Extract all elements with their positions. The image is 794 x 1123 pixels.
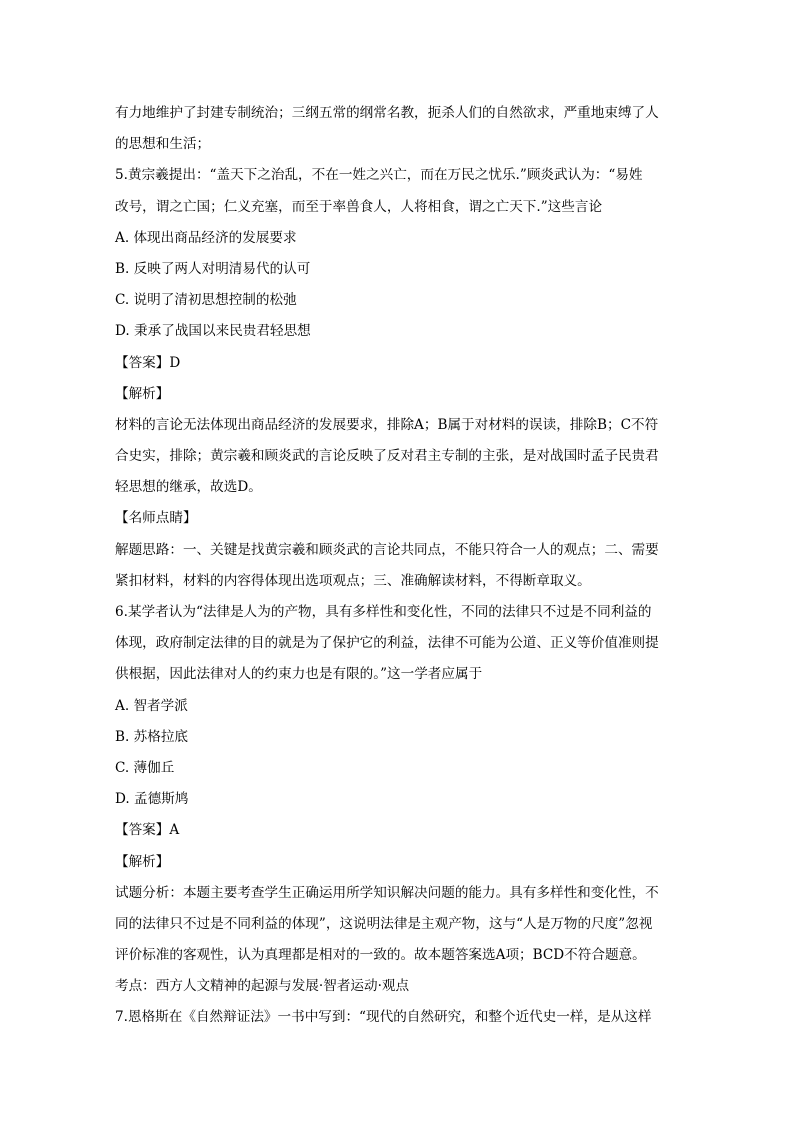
question-5-stem: 改号，谓之亡国；仁义充塞，而至于率兽食人，人将相食，谓之亡天下.”这些言论 <box>115 198 603 215</box>
analysis-text: 合史实，排除；黄宗羲和顾炎武的言论反映了反对君主专制的主张，是对战国时孟子民贵君 <box>115 448 659 465</box>
question-6-option-a: A. 智者学派 <box>115 697 188 714</box>
analysis-heading: 【解析】 <box>115 853 170 870</box>
question-5-stem: 5.黄宗羲提出：“盖天下之治乱，不在一姓之兴亡，而在万民之忧乐.”顾炎武认为：“易姓 <box>115 167 643 184</box>
question-6-option-d: D. 孟德斯鸠 <box>115 791 189 808</box>
question-6-stem: 体现，政府制定法律的目的就是为了保护它的利益，法律不可能为公道、正义等价值准则提 <box>115 635 659 652</box>
analysis-text: 试题分析：本题主要考查学生正确运用所学知识解决问题的能力。具有多样性和变化性，不 <box>115 884 659 901</box>
tip-text: 解题思路：一、关键是找黄宗羲和顾炎武的言论共同点，不能只符合一人的观点；二、需要 <box>115 541 659 558</box>
question-6-answer: 【答案】A <box>115 822 180 839</box>
analysis-text: 材料的言论无法体现出商品经济的发展要求，排除A；B属于对材料的误读，排除B；C不符 <box>115 416 659 433</box>
question-6-stem: 供根据，因此法律对人的约束力也是有限的。”这一学者应属于 <box>115 666 483 683</box>
knowledge-point: 考点：西方人文精神的起源与发展·智者运动·观点 <box>115 978 410 995</box>
question-5-option-b: B. 反映了两人对明清易代的认可 <box>115 260 311 277</box>
document-page <box>115 98 680 1034</box>
question-6-option-c: C. 薄伽丘 <box>115 759 175 776</box>
question-5-option-c: C. 说明了清初思想控制的松弛 <box>115 292 297 309</box>
analysis-text: 同的法律只不过是不同利益的体现”，这说明法律是主观产物，这与“人是万物的尺度”忽视 <box>115 915 653 932</box>
tip-text: 紧扣材料，材料的内容得体现出选项观点；三、准确解读材料，不得断章取义。 <box>115 572 591 589</box>
question-7-stem: 7.恩格斯在《自然辩证法》一书中写到：“现代的自然研究，和整个近代史一样，是从这样 <box>115 1009 652 1026</box>
question-5-answer: 【答案】D <box>115 354 181 371</box>
question-5-option-a: A. 体现出商品经济的发展要求 <box>115 229 297 246</box>
question-6-stem: 6.某学者认为“法律是人为的产物，具有多样性和变化性，不同的法律只不过是不同利益的 <box>115 604 652 620</box>
analysis-heading: 【解析】 <box>115 385 170 402</box>
question-6-option-b: B. 苏格拉底 <box>115 728 189 745</box>
question-5-option-d: D. 秉承了战国以来民贵君轻思想 <box>115 323 311 340</box>
text-line: 有力地维护了封建专制统治；三纲五常的纲常名教，扼杀人们的自然欲求，严重地束缚了人 <box>115 105 659 121</box>
tip-heading: 【名师点睛】 <box>115 510 197 527</box>
text-line: 的思想和生活； <box>115 136 211 153</box>
analysis-text: 评价标准的客观性，认为真理都是相对的一致的。故本题答案选A项；BCD不符合题意。 <box>115 947 646 964</box>
analysis-text: 轻思想的继承，故选D。 <box>115 479 262 496</box>
